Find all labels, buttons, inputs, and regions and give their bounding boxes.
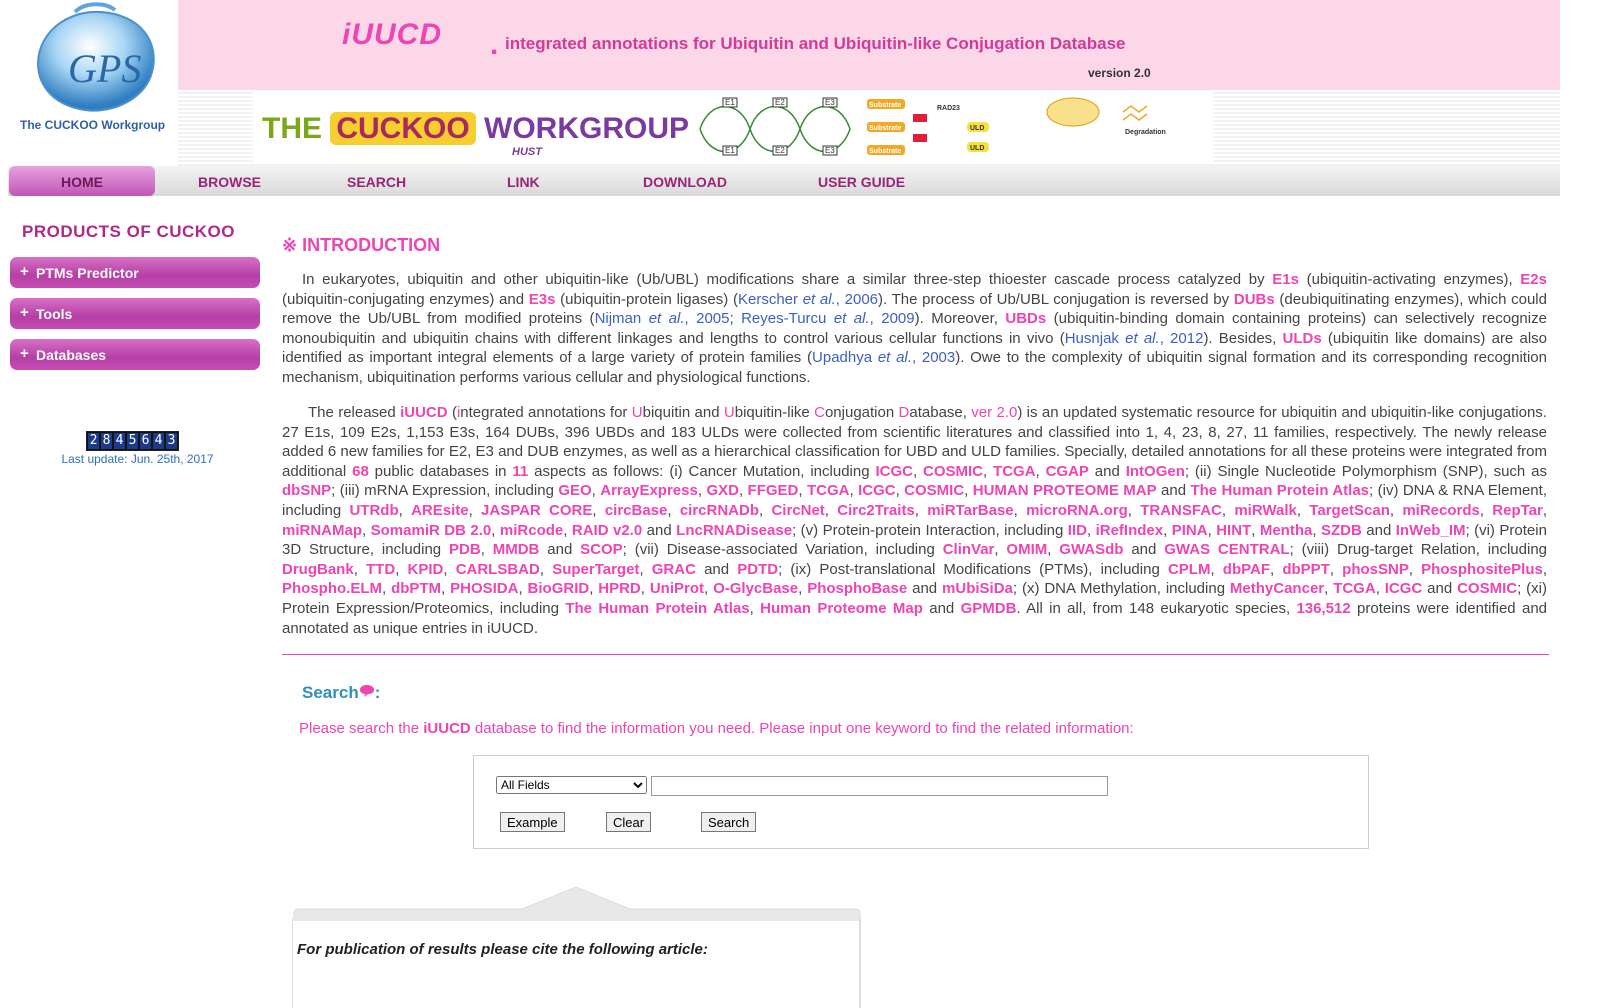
citation-box <box>292 918 861 1008</box>
cuckoo-logo[interactable] <box>8 0 178 165</box>
ref-link[interactable]: Upadhya et al., 2003 <box>812 349 956 367</box>
field-select[interactable] <box>496 776 647 794</box>
speech-bubble-icon <box>359 684 375 698</box>
title-dot: . <box>490 28 499 61</box>
expand-icon: + <box>20 263 29 280</box>
search-heading: Search : <box>302 683 381 702</box>
svg-text:E2: E2 <box>775 98 785 107</box>
ref-link[interactable]: Reyes-Turcu et al., 2009 <box>741 310 915 328</box>
expand-icon: + <box>20 345 29 362</box>
sidebar-item-label: Databases <box>36 347 107 363</box>
nav-link[interactable]: LINK <box>507 174 540 190</box>
keyword-input[interactable] <box>651 776 1108 796</box>
intro-heading: ※ INTRODUCTION <box>282 235 441 255</box>
visit-counter: 2 8 4 5 6 4 3 <box>86 431 179 451</box>
gps-logo-icon <box>20 2 170 120</box>
svg-text:E3: E3 <box>825 146 835 155</box>
nav-download[interactable]: DOWNLOAD <box>643 174 727 190</box>
db-version: version 2.0 <box>1088 66 1151 80</box>
expand-icon: + <box>20 304 29 321</box>
search-form <box>473 755 1369 849</box>
svg-text:Substrate: Substrate <box>869 148 902 155</box>
sidebar-item-databases[interactable] <box>10 339 260 370</box>
ref-link[interactable]: Kerscher et al., 2006 <box>737 290 879 308</box>
svg-text:Substrate: Substrate <box>869 125 902 132</box>
svg-text:E1: E1 <box>725 98 735 107</box>
nav-user-guide[interactable]: USER GUIDE <box>818 174 906 190</box>
svg-text:Degradation: Degradation <box>1125 129 1166 136</box>
sidebar-item-ptms-predictor[interactable] <box>10 257 260 288</box>
example-button[interactable]: Example <box>500 812 565 832</box>
nav-home[interactable]: HOME <box>9 166 155 196</box>
logo-caption: The CUCKOO Workgroup <box>20 118 166 132</box>
cuckoo-workgroup-banner: THE CUCKOO WORKGROUP <box>262 112 690 145</box>
svg-text:E1: E1 <box>725 146 735 155</box>
hust-label: HUST <box>512 146 542 158</box>
svg-text:RAD23: RAD23 <box>937 105 960 112</box>
ref-link[interactable]: Husnjak et al., 2012 <box>1064 329 1204 347</box>
db-subtitle: integrated annotations for Ubiquitin and Ubiquitin-like Conjugation Database <box>505 34 1126 53</box>
sidebar-item-tools[interactable] <box>10 298 260 329</box>
svg-text:ULD: ULD <box>970 125 985 132</box>
svg-text:E3: E3 <box>825 98 835 107</box>
svg-text:ULD: ULD <box>970 145 985 152</box>
svg-text:Substrate: Substrate <box>869 102 902 109</box>
nav-search[interactable]: SEARCH <box>347 174 407 190</box>
citation-box-header <box>292 885 862 921</box>
clear-button[interactable]: Clear <box>606 812 651 832</box>
citation-text: For publication of results please cite the following article: <box>297 941 708 958</box>
search-instructions: Please search the iUUCD database to find the information you need. Please input one keyword to find the related information: <box>299 720 1134 737</box>
intro-paragraph-1: In eukaryotes, ubiquitin and other ubiquitin-like (Ub/UBL) modifications share a similar three-step thioester cascade process catalyzed by E1s (ubiquitin-activating enzymes), E2s (ubiquitin-conjugating enzymes) and E3s (ubiquitin-protein ligases) (Kerscher et al., 2006). The process of Ub/UBL conjugation is reversed by DUBs (deubiquitinating enzymes), which could remove the Ub/UBL from modified proteins (Nijman et al., 2005; Reyes-Turcu et al., 2009). Moreover, UBDs (ubiquitin-binding domain containing proteins) can selectively recognize monoubiquitin and ubiquitin chains with different linkages and lengths to control various cellular functions in vivo (Husnjak et al., 2012). Besides, ULDs (ubiquitin like domains) are also identified as important integral elements of a large variety of protein families (Upadhya et al., 2003). Owe to the complexity of ubiquitin signal formation and its corresponding recognition mechanism, ubiquitination performs various cellular and physiological functions. <box>282 271 1547 386</box>
section-divider <box>282 654 1549 655</box>
intro-paragraph-2: The released iUUCD (integrated annotations for Ubiquitin and Ubiquitin-like Conjugation Database, ver 2.0) is an updated systematic resource for ubiquitin and ubiquitin-like conjugations. 27 E1s, 109 E2s, 1,153 E3s, 164 DUBs, 396 UBDs and 183 ULDs were collected from scientific literatures and classified into 1, 4, 23, 8, 27, 11 families, respectively. The newly release added 6 new families for E2, E3 and DUB enzymes, as well as a hierarchical classification for UBD and ULD families. Specially, detailed annotations for all these proteins were integrated from additional 68 public databases in 11 aspects as follows: (i) Cancer Mutation, including ICGC, COSMIC, TCGA, CGAP and IntOGen; (ii) Single Nucleotide Polymorphism (SNP), such as dbSNP; (iii) mRNA Expression, including GEO, ArrayExpress, GXD, FFGED, TCGA, ICGC, COSMIC, HUMAN PROTEOME MAP and The Human Protein Atlas; (iv) DNA & RNA Element, including UTRdb, AREsite, JASPAR CORE, circBase, circRNADb, CircNet, Circ2Traits, miRTarBase, microRNA.org, TRANSFAC, miRWalk, TargetScan, miRecords, RepTar, miRNAMap, SomamiR DB 2.0, miRcode, RAID v2.0 and LncRNADisease; (v) Protein-protein Interaction, including IID, iRefIndex, PINA, HINT, Mentha, SZDB and InWeb_IM; (vi) Protein 3D Structure, including PDB, MMDB and SCOP; (vii) Disease-associated Variation, including ClinVar, OMIM, GWASdb and GWAS CENTRAL; (viii) Drug-target Relation, including DrugBank, TTD, KPID, CARLSBAD, SuperTarget, GRAC and PDTD; (ix) Post-translational Modifications (PTMs), including CPLM, dbPAF, dbPPT, phosSNP, PhosphositePlus, Phospho.ELM, dbPTM, PHOSIDA, BioGRID, HPRD, UniProt, O-GlycBase, PhosphoBase and mUbiSiDa; (x) DNA Methylation, including MethyCancer, TCGA, ICGC and COSMIC; (xi) Protein Expression/Proteomics, including The Human Protein Atlas, Human Proteome Map and GPMDB. All in all, from 148 eukaryotic species, 136,512 proteins were identified and annotated as unique entries in iUUCD. <box>282 404 1548 637</box>
sidebar-item-label: Tools <box>36 306 73 322</box>
last-update: Last update: Jun. 25th, 2017 <box>61 452 214 466</box>
search-button[interactable]: Search <box>701 812 756 832</box>
svg-text:GPS: GPS <box>68 46 142 91</box>
db-title: iUUCD <box>342 18 442 51</box>
sidebar-item-label: PTMs Predictor <box>36 265 139 281</box>
nav-browse[interactable]: BROWSE <box>198 174 261 190</box>
ref-link[interactable]: Nijman et al., 2005 <box>594 310 730 328</box>
conjugation-pathway-diagram <box>655 94 1167 164</box>
products-title: PRODUCTS OF CUCKOO <box>22 222 235 241</box>
svg-text:E2: E2 <box>775 146 785 155</box>
